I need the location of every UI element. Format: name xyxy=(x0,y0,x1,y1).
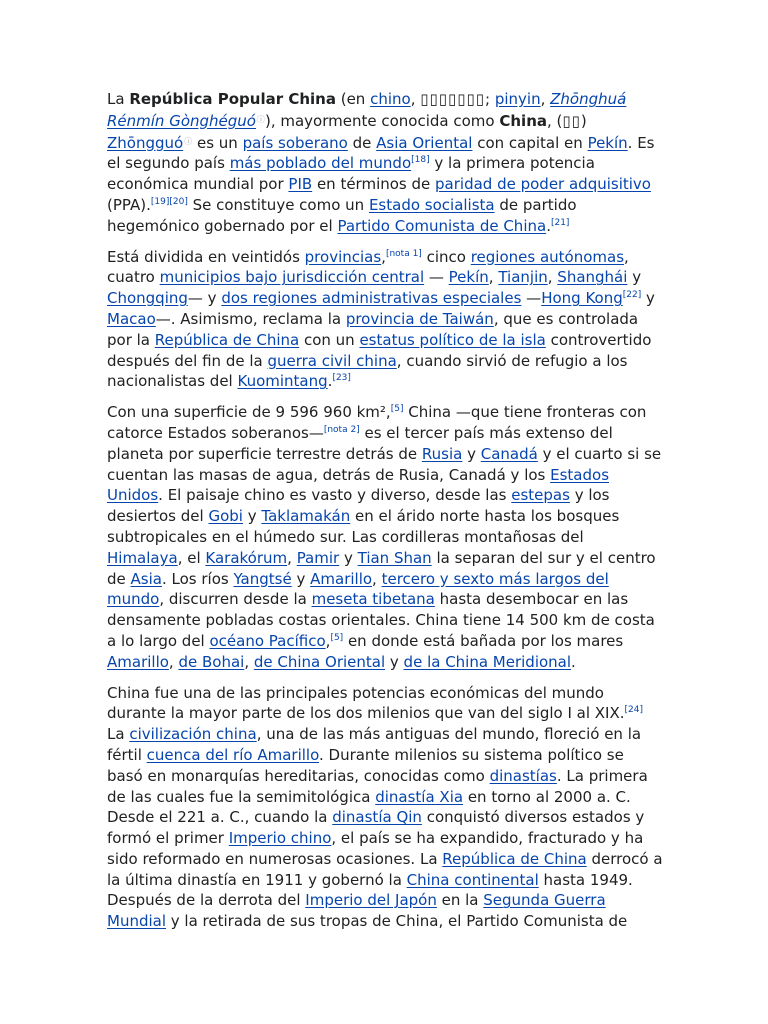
text: . Durante milenios su sistema político se basó en monarquías hereditarias, conocidas como xyxy=(107,745,624,785)
note[interactable] xyxy=(324,425,360,435)
citation[interactable] xyxy=(551,218,569,228)
link-regiones-autonomas[interactable]: regiones autónomas xyxy=(470,247,625,266)
text: , cuando sirvió de refugio a los nacionalistas del xyxy=(107,351,628,391)
link-partido-comunista[interactable]: Partido Comunista de China xyxy=(337,216,547,235)
link-china-continental[interactable]: China continental xyxy=(406,870,539,889)
link-civilizacion-china[interactable]: civilización china xyxy=(129,725,257,744)
text: en torno al 2000 a. C. Desde el 221 a. C., cuando la xyxy=(107,787,631,827)
text: Se constituye como un xyxy=(187,195,369,214)
paragraph-intro xyxy=(107,89,663,237)
speaker-icon[interactable]: ⓘ xyxy=(184,136,193,146)
link-estado-socialista[interactable]: Estado socialista xyxy=(368,195,495,214)
link-rusia[interactable]: Rusia xyxy=(421,444,463,463)
link-pib[interactable]: PIB xyxy=(288,175,313,194)
link-macao[interactable]: Macao xyxy=(107,309,156,328)
text: . xyxy=(546,216,551,235)
text: . Es el segundo país xyxy=(107,133,655,173)
link-china-meridional[interactable]: de la China Meridional xyxy=(403,652,572,671)
link-cuenca-rio-amarillo[interactable]: cuenca del río Amarillo xyxy=(146,745,319,764)
text: , xyxy=(287,548,297,567)
text: en el árido norte hasta los bosques subtropicales en el húmedo sur. Las cordilleras montañosas del xyxy=(107,507,620,546)
link-dinastia-qin[interactable]: dinastía Qin xyxy=(332,808,422,827)
paragraph-divisions xyxy=(107,247,663,393)
text: en donde está bañada por los mares xyxy=(343,631,624,650)
text: . La primera de las cuales fue la semimitológica xyxy=(107,766,648,806)
citation[interactable] xyxy=(332,373,350,383)
link-guerra-civil[interactable]: guerra civil china xyxy=(267,351,397,370)
citation-link[interactable]: [22] xyxy=(622,290,642,301)
citation-link[interactable]: [19] xyxy=(150,196,170,207)
link-zhongguo[interactable]: Zhōngguó xyxy=(107,133,184,152)
link-provincia-taiwan[interactable]: provincia de Taiwán xyxy=(345,309,494,328)
text: , xyxy=(540,90,551,108)
bold-term: República Popular China xyxy=(129,90,336,108)
text: La xyxy=(107,90,130,108)
text: — xyxy=(424,268,449,287)
note-link[interactable]: [nota 1] xyxy=(385,248,422,259)
text: Con una superficie de 9 596 960 km², xyxy=(107,403,391,422)
link-mas-poblado[interactable]: más poblado del mundo xyxy=(229,154,412,173)
citation[interactable] xyxy=(391,404,404,414)
text: , el xyxy=(177,548,206,567)
text: , que es controlada por la xyxy=(107,309,639,349)
text: , xyxy=(488,268,499,287)
text: conquistó diversos estados y formó el primer xyxy=(107,808,645,848)
text: — y xyxy=(187,289,222,308)
text: y xyxy=(385,652,404,671)
link-municipios[interactable]: municipios bajo jurisdicción central xyxy=(159,268,425,287)
text: —. Asimismo, reclama la xyxy=(155,309,346,328)
text: , ( xyxy=(547,111,563,130)
link-pamir[interactable]: Pamir xyxy=(296,548,340,567)
text: hasta desembocar en las densamente pobladas costas orientales. China tiene 14 500 km de costa a lo largo del xyxy=(107,590,655,650)
text: cinco xyxy=(421,247,471,266)
text: , cuatro xyxy=(107,247,629,287)
text: , el país se ha expandido, fracturado y ha sido reformado en numerosas ocasiones. La xyxy=(107,829,644,868)
text: y los desiertos del xyxy=(107,486,610,526)
citation[interactable] xyxy=(625,705,643,715)
paragraph-history xyxy=(107,683,663,933)
citation-link[interactable]: [23] xyxy=(332,373,351,384)
link-tercero-sexto[interactable]: tercero y sexto más largos del mundo xyxy=(107,569,609,609)
text: y la primera potencia económica mundial por xyxy=(107,154,595,194)
text: — xyxy=(521,289,542,308)
text: China fue una de las principales potencias económicas del mundo durante la mayor parte de los dos milenios que van del siglo I al XIX. xyxy=(107,683,625,723)
link-pinyin[interactable]: pinyin xyxy=(494,90,541,108)
text: , xyxy=(168,652,179,671)
citation[interactable] xyxy=(411,155,429,165)
text: y el cuarto si se cuentan las masas de agua, detrás de Rusia, Canadá y los xyxy=(107,444,662,484)
paragraph-geography xyxy=(107,402,663,672)
text: ; xyxy=(485,90,495,108)
link-republica-de-china[interactable]: República de China xyxy=(154,330,300,349)
link-pais-soberano[interactable]: país soberano xyxy=(242,133,348,152)
link-dinastias[interactable]: dinastías xyxy=(489,766,557,785)
link-pekin[interactable]: Pekín xyxy=(448,268,489,287)
link-imperio-chino[interactable]: Imperio chino xyxy=(228,829,332,848)
link-republica-de-china[interactable]: República de China xyxy=(442,849,587,868)
link-imperio-japon[interactable]: Imperio del Japón xyxy=(305,891,437,910)
text: . xyxy=(571,652,576,671)
text: . xyxy=(327,372,333,391)
text: en términos de xyxy=(312,175,436,194)
link-asia[interactable]: Asia xyxy=(130,569,162,588)
text: , xyxy=(372,569,382,588)
citation[interactable] xyxy=(151,197,188,207)
text: Está dividida en veintidós xyxy=(107,247,305,266)
text: controvertido después del fin de la xyxy=(107,330,652,370)
citation-link[interactable]: [5] xyxy=(390,404,404,415)
text: la separan del sur y el centro de xyxy=(107,548,656,588)
text: es el tercer país más extenso del planeta por superficie terrestre detrás de xyxy=(107,423,613,463)
citation-link[interactable]: [18] xyxy=(411,155,430,166)
text: de xyxy=(347,133,377,152)
link-shanghai[interactable]: Shanghái xyxy=(557,268,628,287)
text: y xyxy=(242,507,262,526)
text: (en xyxy=(335,90,371,108)
link-china-oriental[interactable]: de China Oriental xyxy=(253,652,386,671)
link-meseta-tibetana[interactable]: meseta tibetana xyxy=(311,590,435,609)
link-tianjin[interactable]: Tianjin xyxy=(498,268,548,287)
link-estados-unidos[interactable]: Estados Unidos xyxy=(107,465,610,505)
text: y xyxy=(339,548,358,567)
text: , una de las más antiguas del mundo, floreció en la fértil xyxy=(107,725,642,764)
text: La xyxy=(107,725,130,744)
link-provincias[interactable]: provincias xyxy=(304,247,382,266)
link-himalaya[interactable]: Himalaya xyxy=(107,548,178,567)
note-link[interactable]: [nota 2] xyxy=(323,424,360,435)
text: , xyxy=(244,652,254,671)
text: ), mayormente conocida como xyxy=(264,111,500,130)
text: y xyxy=(291,569,311,588)
chinese-characters: ▯▯ xyxy=(562,111,581,130)
citation-link[interactable]: [5] xyxy=(330,632,344,643)
text: de partido hegemónico gobernado por el xyxy=(107,195,577,235)
text: derrocó a la última dinastía en 1911 y gobernó la xyxy=(107,849,663,889)
text: , xyxy=(381,247,386,266)
text: ) xyxy=(580,111,587,130)
text: . El paisaje chino es vasto y diverso, desde las xyxy=(158,486,512,505)
text: . Los ríos xyxy=(161,569,234,588)
link-yangtse[interactable]: Yangtsé xyxy=(233,569,292,588)
link-regiones-administrativas[interactable]: dos regiones administrativas especiales xyxy=(221,289,522,308)
citation-link[interactable]: [24] xyxy=(624,705,644,716)
text: y xyxy=(641,289,655,308)
text: hasta 1949. Después de la derrota del xyxy=(107,870,633,910)
text: , discurren desde la xyxy=(159,590,312,609)
citation[interactable] xyxy=(623,290,641,300)
link-karakorum[interactable]: Karakórum xyxy=(205,548,288,567)
link-estatus-politico[interactable]: estatus político de la isla xyxy=(359,330,546,349)
speaker-icon[interactable]: ⓘ xyxy=(256,114,265,124)
text: China —que tiene fronteras con catorce Estados soberanos— xyxy=(107,403,647,442)
link-canada[interactable]: Canadá xyxy=(480,444,538,463)
link-amarillo[interactable]: Amarillo xyxy=(310,569,373,588)
text: y la retirada de sus tropas de China, el Partido Comunista de xyxy=(166,912,628,931)
link-text: Zhōnghuá Rénmín Gònghéguó xyxy=(107,90,627,130)
link-oceano-pacifico[interactable]: océano Pacífico xyxy=(209,631,326,650)
link-hong-kong[interactable]: Hong Kong xyxy=(541,289,623,308)
link-chongqing[interactable]: Chongqing xyxy=(107,289,188,308)
text: , xyxy=(410,90,421,108)
link-segunda-guerra-mundial[interactable]: Segunda Guerra Mundial xyxy=(107,891,606,931)
link-paridad-poder-adquisitivo[interactable]: paridad de poder adquisitivo xyxy=(435,175,651,194)
link-kuomintang[interactable]: Kuomintang xyxy=(237,372,328,391)
text: con capital en xyxy=(472,133,588,152)
text: y xyxy=(627,268,642,287)
chinese-characters: ▯▯▯▯▯▯▯ xyxy=(420,90,486,108)
link-taklamakan[interactable]: Taklamakán xyxy=(261,507,351,526)
bold-term: China xyxy=(499,111,547,130)
note[interactable] xyxy=(386,249,422,259)
link-dinastia-xia[interactable]: dinastía Xia xyxy=(375,787,464,806)
link-mar-amarillo[interactable]: Amarillo xyxy=(107,652,169,671)
link-asia-oriental[interactable]: Asia Oriental xyxy=(376,133,473,152)
text: , xyxy=(547,268,558,287)
link-tian-shan[interactable]: Tian Shan xyxy=(357,548,432,567)
text: en la xyxy=(436,891,484,910)
text: con un xyxy=(299,330,360,349)
text: y xyxy=(462,444,481,463)
text: , xyxy=(325,631,331,650)
article-body xyxy=(107,89,663,942)
link-bohai[interactable]: de Bohai xyxy=(178,652,245,671)
citation-link[interactable]: [21] xyxy=(550,217,570,228)
text: (PPA). xyxy=(107,195,151,214)
text: es un xyxy=(192,133,243,152)
citation-link[interactable]: [20] xyxy=(169,196,188,207)
link-gobi[interactable]: Gobi xyxy=(208,507,243,526)
link-chino[interactable]: chino xyxy=(370,90,411,108)
link-estepas[interactable]: estepas xyxy=(511,486,570,505)
citation[interactable] xyxy=(330,633,343,643)
link-pekin[interactable]: Pekín xyxy=(587,133,628,152)
